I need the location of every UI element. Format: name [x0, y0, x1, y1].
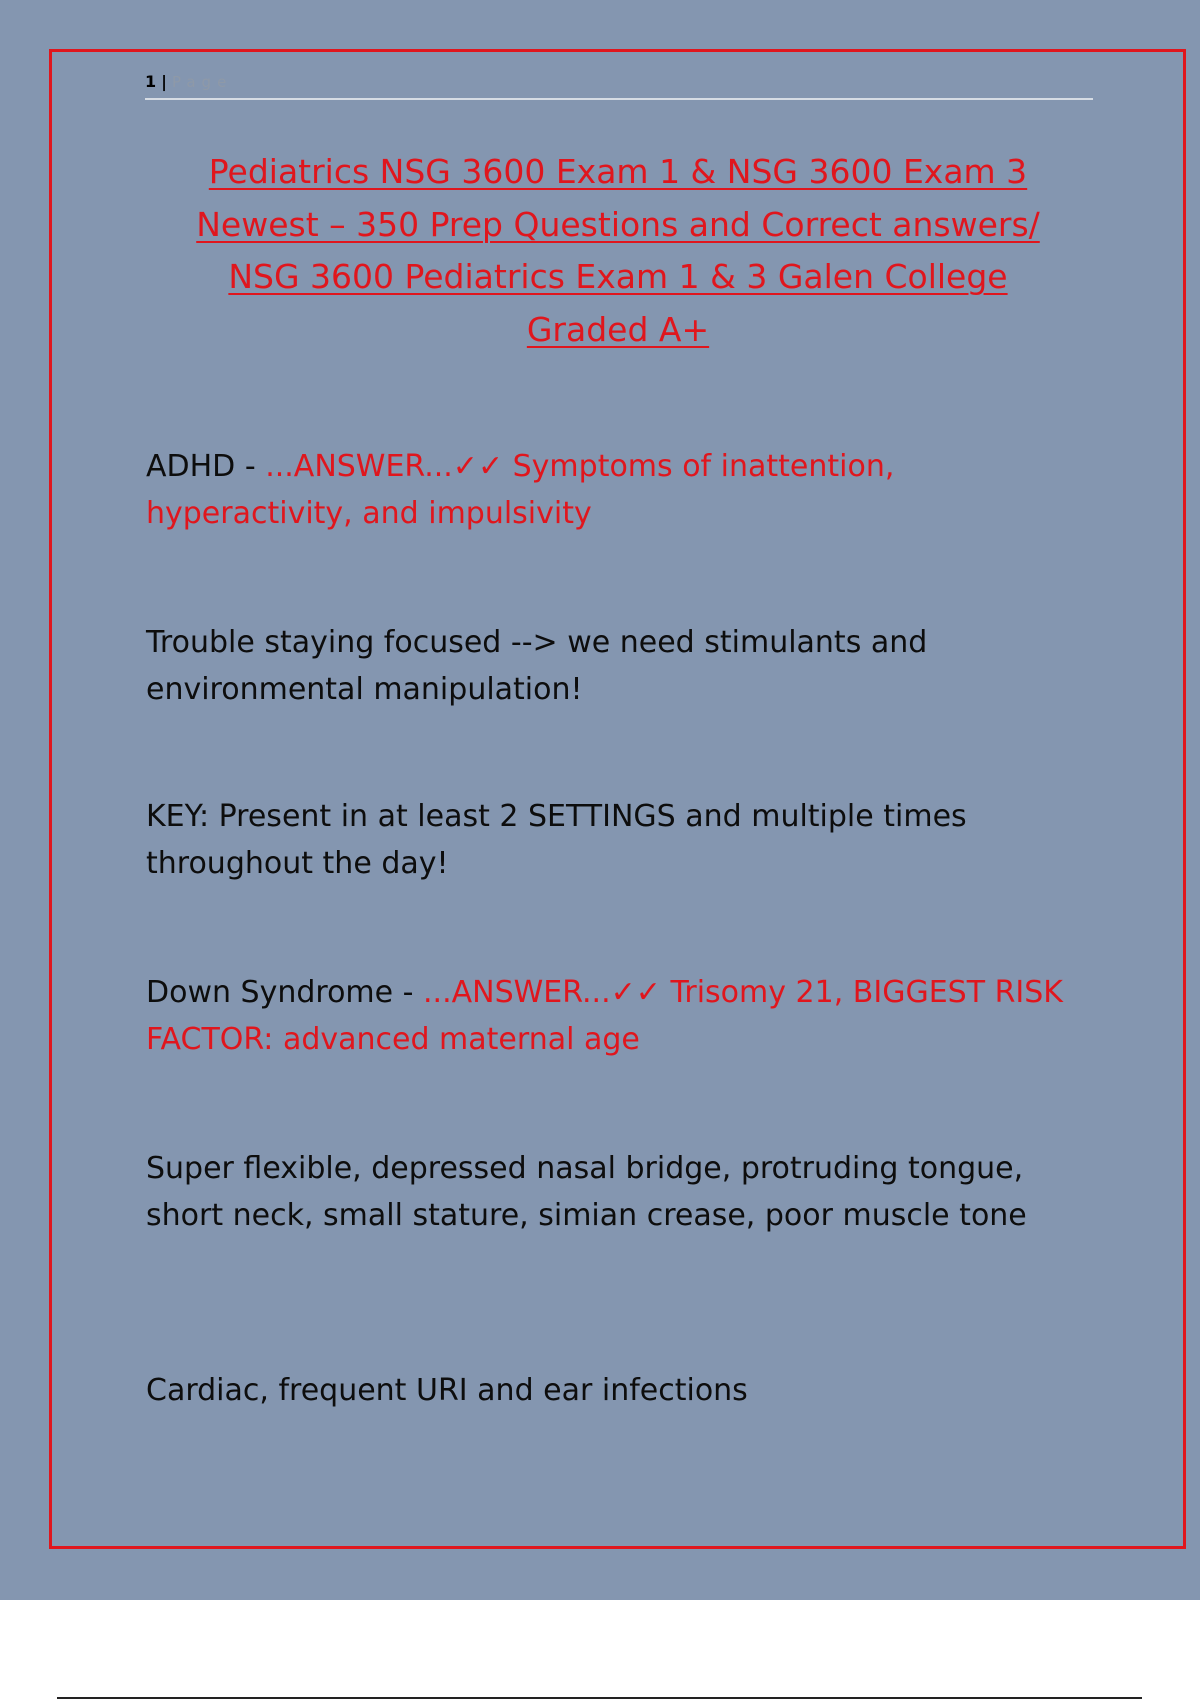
adhd-note-focus: Trouble staying focused --> we need stimulants and environmental manipulation! — [146, 625, 928, 707]
adhd-term: ADHD - — [146, 449, 266, 484]
answer-marker: ...ANSWER...✓✓ — [423, 975, 671, 1010]
header-separator: | — [161, 72, 168, 91]
down-syndrome-entry — [146, 969, 1106, 1063]
adhd-note-key: KEY: Present in at least 2 SETTINGS and multiple times throughout the day! — [146, 799, 967, 881]
page-label: Page — [171, 73, 233, 91]
title-line: Pediatrics NSG 3600 Exam 1 & NSG 3600 Exam 3 — [208, 152, 1028, 191]
title-line: Newest – 350 Prep Questions and Correct answers/ — [196, 204, 1040, 244]
title-line: NSG 3600 Pediatrics Exam 1 & 3 Galen College — [228, 257, 1008, 296]
down-syndrome-complications: Cardiac, frequent URI and ear infections — [146, 1373, 748, 1408]
next-page-rule — [57, 1697, 1142, 1699]
page-header — [145, 72, 1093, 100]
adhd-entry — [146, 443, 1106, 537]
down-syndrome-answer: Trisomy 21, BIGGEST RISK FACTOR: advanced maternal age — [146, 975, 1063, 1057]
document-title — [130, 146, 1106, 356]
page-number: 1 — [145, 72, 158, 91]
down-syndrome-features: Super flexible, depressed nasal bridge, protruding tongue, short neck, small stature, simian crease, poor muscle tone — [146, 1151, 1027, 1233]
adhd-answer: Symptoms of inattention, hyperactivity, and impulsivity — [146, 449, 895, 531]
title-line: Graded A+ — [526, 309, 710, 349]
down-syndrome-term: Down Syndrome - — [146, 975, 424, 1010]
answer-marker: ...ANSWER...✓✓ — [265, 449, 513, 484]
